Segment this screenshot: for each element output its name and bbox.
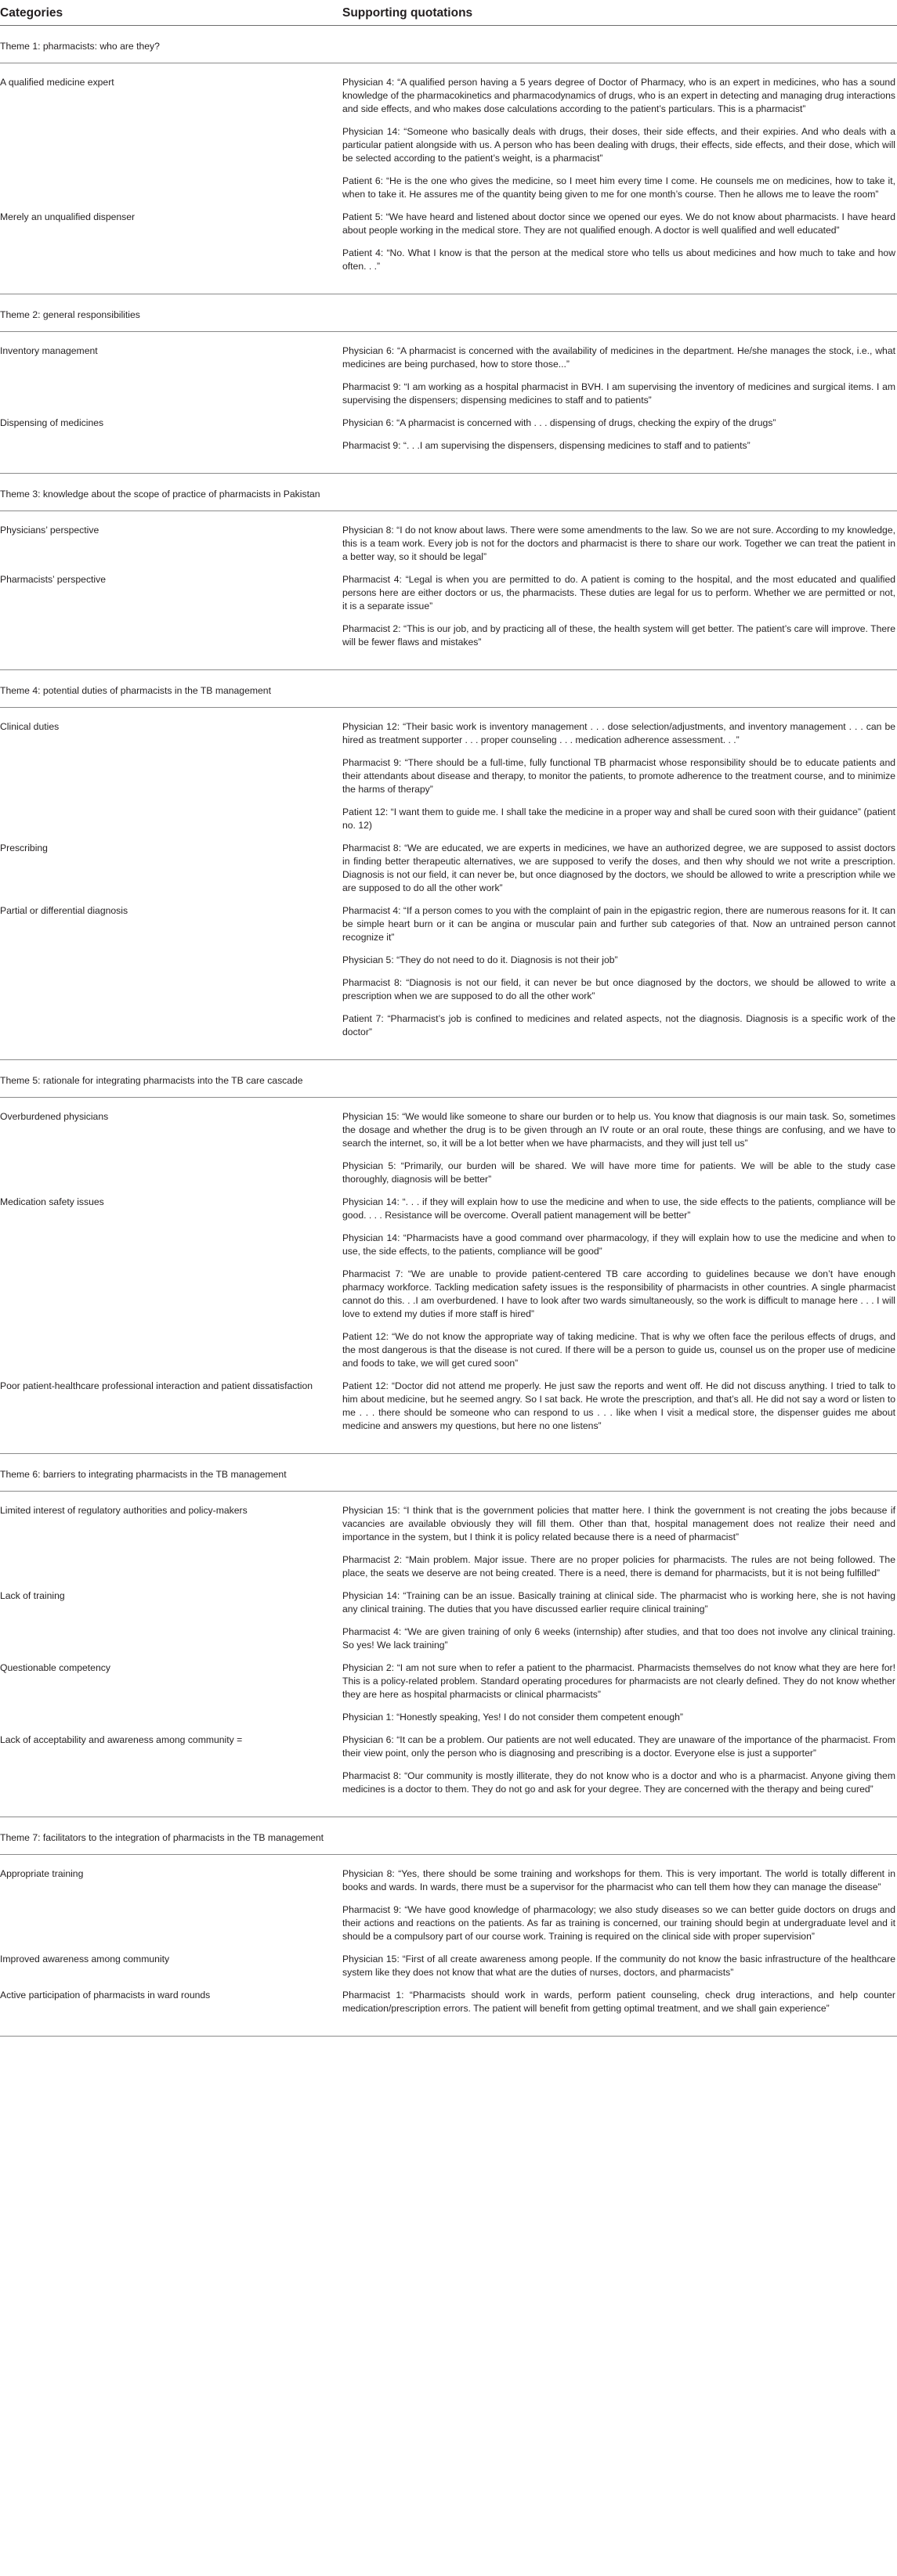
category-row	[0, 842, 897, 904]
category-row	[0, 211, 897, 283]
category-quotes	[342, 524, 895, 573]
supporting-quote: Physician 5: “Primarily, our burden will be shared. We will have more time for patients. We will be able to the study case thoroughly, diagnosis will be better”	[342, 1160, 895, 1185]
supporting-quote: Pharmacist 4: “Legal is when you are permitted to do. A patient is coming to the hospital, and the most educated and qualified persons here are either doctors or us, the pharmacists. These duties are legal for us to perform. Whether we are permitted or not, it is a separate issue”	[342, 574, 895, 612]
category-label: Limited interest of regulatory authorities and policy-makers	[0, 1505, 248, 1516]
supporting-quote: Physician 8: “Yes, there should be some training and workshops for them. This is very important. The world is totally different in books and wards. In wards, there must be a supervisor for the pharmacist who can tell them how they can manage the disease”	[342, 1868, 895, 1892]
supporting-quote: Pharmacist 9: “We have good knowledge of pharmacology; we also study diseases so we can better guide doctors on drugs and their actions and reactions on the patients. As far as training is concerned, our training should begin at undergraduate level and it should be a compulsory part of our course work. Training is required on the clinical side with proper supervision”	[342, 1904, 895, 1942]
theme-body	[0, 1855, 897, 2037]
category-label: Improved awareness among community	[0, 1954, 170, 1964]
theme-body	[0, 1098, 897, 1454]
category-label: Prescribing	[0, 842, 48, 853]
category-label: Appropriate training	[0, 1868, 84, 1879]
category-row	[0, 417, 897, 462]
theme-heading: Theme 1: pharmacists: who are they?	[0, 26, 897, 63]
category-row	[0, 1110, 897, 1196]
supporting-quote: Pharmacist 1: “Pharmacists should work in wards, perform patient counseling, check drug interactions, and help counter medication/prescription errors. The patient will benefit from getting optimal treatment, and we shall gain experience”	[342, 1990, 895, 2014]
supporting-quote: Physician 15: “I think that is the government policies that matter here. I think the government is not creating the jobs because if vacancies are available obviously they will fill them. Other than that, hospital management does not realize their need and importance in the system, but I think it is policy related because there is a need of pharmacist”	[342, 1505, 895, 1542]
category-row	[0, 345, 897, 417]
supporting-quote: Pharmacist 4: “We are given training of only 6 weeks (internship) after studies, and that too does not involve any clinical training. So yes! We lack training”	[342, 1626, 895, 1651]
category-label: Lack of acceptability and awareness among community =	[0, 1734, 243, 1745]
category-quotes	[342, 720, 895, 842]
category-label: Active participation of pharmacists in ward rounds	[0, 1990, 211, 2001]
category-quotes	[342, 1110, 895, 1196]
category-label: A qualified medicine expert	[0, 77, 114, 88]
theme-body	[0, 63, 897, 294]
category-quotes	[342, 1953, 895, 1989]
theme-heading: Theme 7: facilitators to the integration of pharmacists in the TB management	[0, 1817, 897, 1855]
header-categories: Categories	[0, 6, 63, 20]
supporting-quote: Patient 5: “We have heard and listened about doctor since we opened our eyes. We do not know about pharmacists. I have heard about people working in the medical store. They are not qualified enough. A doctor is well qualified and well educated”	[342, 211, 895, 236]
category-quotes	[342, 1661, 895, 1734]
category-row	[0, 1504, 897, 1589]
category-label: Pharmacists’ perspective	[0, 574, 107, 585]
category-label: Lack of training	[0, 1590, 65, 1601]
supporting-quote: Pharmacist 2: “Main problem. Major issue. There are no proper policies for pharmacists. The rules are not being followed. The place, the seats we deserve are not being created. There is a need, there is demand for pharmacists, but it is not being fulfilled”	[342, 1554, 895, 1578]
supporting-quote: Pharmacist 8: “Diagnosis is not our field, it can never be but once diagnosed by the doctors, we should be allowed to write a prescription when we are supposed to do all the other work”	[342, 977, 895, 1001]
category-quotes	[342, 1504, 895, 1589]
supporting-quote: Patient 4: “No. What I know is that the person at the medical store who tells us about medicines and how much to take and how often. . .”	[342, 247, 895, 272]
category-row	[0, 904, 897, 1048]
category-label: Physicians’ perspective	[0, 525, 99, 536]
category-row	[0, 1867, 897, 1953]
category-row	[0, 524, 897, 573]
category-row	[0, 573, 897, 658]
theme-body	[0, 511, 897, 670]
category-label: Dispensing of medicines	[0, 417, 104, 428]
category-row	[0, 1953, 897, 1989]
supporting-quote: Pharmacist 9: “There should be a full-time, fully functional TB pharmacist whose responsibility should be to educate patients and their attendants about disease and therapy, to monitor the patients, to promote adherence to the treatment course, and to minimize the harms of therapy”	[342, 757, 895, 795]
category-label: Partial or differential diagnosis	[0, 905, 128, 916]
supporting-quote: Physician 8: “I do not know about laws. There were some amendments to the law. So we are not sure. According to my knowledge, this is a team work. Every job is not for the doctors and pharmacist is there to share our work. Together we can treat the patient in a better way, so it should be legal”	[342, 525, 895, 562]
supporting-quote: Physician 14: “Training can be an issue. Basically training at clinical side. The pharmacist who is working here, she is not having any clinical training. The duties that you have discussed earlier require clinical training”	[342, 1590, 895, 1615]
supporting-quote: Pharmacist 4: “If a person comes to you with the complaint of pain in the epigastric region, there are numerous reasons for it. It can be simple heart burn or it can be angina or muscular pain and further sub categories of that. Now an untrained person cannot recognize it”	[342, 905, 895, 943]
category-row	[0, 76, 897, 211]
theme-heading: Theme 4: potential duties of pharmacists in the TB management	[0, 670, 897, 708]
category-row	[0, 720, 897, 842]
supporting-quote: Physician 1: “Honestly speaking, Yes! I do not consider them competent enough”	[342, 1712, 683, 1723]
theme-heading: Theme 5: rationale for integrating pharmacists into the TB care cascade	[0, 1060, 897, 1098]
category-label: Medication safety issues	[0, 1196, 104, 1207]
supporting-quote: Physician 6: “It can be a problem. Our patients are not well educated. They are unaware of the importance of the pharmacist. From their view point, only the person who is diagnosing and prescribing is a doctor. Everyone else is just a supporter”	[342, 1734, 895, 1759]
header-supporting-quotations: Supporting quotations	[342, 6, 473, 20]
supporting-quote: Physician 14: “. . . if they will explain how to use the medicine and when to use, the side effects to the patients, compliance will be good. . . . Resistance will be overcome. Overall patient management will be better”	[342, 1196, 895, 1221]
supporting-quote: Physician 12: “Their basic work is inventory management . . . dose selection/adjustments, and inventory management . . . can be hired as treatment supporter . . . proper counseling . . . medication adherence assessment. . .”	[342, 721, 895, 745]
supporting-quote: Physician 5: “They do not need to do it. Diagnosis is not their job”	[342, 954, 618, 965]
theme-heading: Theme 6: barriers to integrating pharmacists in the TB management	[0, 1454, 897, 1492]
category-quotes	[342, 1734, 895, 1806]
category-quotes	[342, 904, 895, 1048]
category-quotes	[342, 1989, 895, 2025]
supporting-quote: Physician 14: “Someone who basically deals with drugs, their doses, their side effects, and their expiries. And who deals with a particular patient alongside with us. A person who has been dealing with drugs, their effects, side effects, and their dose, which will be selected according to the patient’s weight, is a pharmacist”	[342, 126, 895, 164]
category-quotes	[342, 1196, 895, 1380]
category-quotes	[342, 573, 895, 658]
theme-body	[0, 708, 897, 1060]
theme-heading: Theme 2: general responsibilities	[0, 294, 897, 332]
supporting-quote: Pharmacist 7: “We are unable to provide patient-centered TB care according to guidelines because we don’t have enough pharmacy workforce. Tackling medication safety issues is the responsibility of pharmacists in other countries. A single pharmacist cannot do this. . .I am overburdened. I have to look after two wards simultaneously, so the work is difficult to manage here . . . I will love to extend my duties if more staff is hired”	[342, 1268, 895, 1319]
supporting-quote: Physician 14: “Pharmacists have a good command over pharmacology, if they will explain how to use the medicine and when to use, the side effects, to the patients, compliance will be good”	[342, 1232, 895, 1257]
category-quotes	[342, 211, 895, 283]
category-row	[0, 1734, 897, 1806]
supporting-quote: Patient 12: “Doctor did not attend me properly. He just saw the reports and went off. He did not discuss anything. I tried to talk to him about medicine, but he seemed angry. So I sat back. He wrote the prescription, and that’s all. He did not say a word or listen to me . . . there should be someone who can respond to us . . . like when I visit a medical store, the dispenser guides me about medicine and answers my questions, but here no one listens”	[342, 1380, 895, 1431]
theme-body	[0, 1492, 897, 1817]
supporting-quote: Patient 7: “Pharmacist’s job is confined to medicines and related aspects, not the diagnosis. Diagnosis is a specific work of the doctor”	[342, 1013, 895, 1037]
supporting-quote: Pharmacist 9: “I am working as a hospital pharmacist in BVH. I am supervising the inventory of medicines and surgical items. I am supervising the dispensers; dispensing medicines to staff and to patients”	[342, 381, 895, 406]
category-quotes	[342, 1380, 895, 1442]
category-label: Overburdened physicians	[0, 1111, 109, 1122]
supporting-quote: Pharmacist 8: “We are educated, we are experts in medicines, we have an authorized degree, we are supposed to assist doctors in finding better therapeutic alternatives, we are supposed to verify the doses, and then why should we not write a prescription. Diagnosis is not our field, it can never be, but once diagnosed by the doctors, we should be allowed to write a prescription while we are supposed to do all the other work”	[342, 842, 895, 893]
category-quotes	[342, 842, 895, 904]
category-label: Clinical duties	[0, 721, 60, 732]
supporting-quote: Physician 15: “We would like someone to share our burden or to help us. You know that diagnosis is our main task. So, sometimes the dosage and whether the drug is to be given through an IV route or an oral route, these things are confusing, and we have to search the internet, so, it will be a lot better when we have pharmacists, and they will just tell us”	[342, 1111, 895, 1149]
themes-container	[0, 26, 897, 2037]
supporting-quote: Patient 12: “We do not know the appropriate way of taking medicine. That is why we often face the perilous effects of drugs, and the most dangerous is that the disease is not cured. If there will be a person to guide us, counsel us on the proper use of medicine and foods to take, we will get cured soon”	[342, 1331, 895, 1369]
supporting-quote: Physician 4: “A qualified person having a 5 years degree of Doctor of Pharmacy, who is an expert in medicines, who has a sound knowledge of the pharmacokinetics and pharmacodynamics of drugs, who is an expert in detecting and managing drug interactions and side effects, and who makes dose calculations according to the patient’s particulars. This is a pharmacist”	[342, 77, 895, 114]
supporting-quote: Pharmacist 2: “This is our job, and by practicing all of these, the health system will get better. The patient’s care will improve. There will be fewer flaws and mistakes”	[342, 623, 895, 648]
theme-heading: Theme 3: knowledge about the scope of practice of pharmacists in Pakistan	[0, 474, 897, 511]
supporting-quote: Pharmacist 8: “Our community is mostly illiterate, they do not know who is a doctor and who is a pharmacist. Anyone giving them medicines is a doctor to them. They do not go and ask for your degree. They are concerned with the therapy and being cured”	[342, 1770, 895, 1795]
supporting-quote: Patient 6: “He is the one who gives the medicine, so I meet him every time I come. He counsels me on medicines, how to take it, when to take it. He assures me of the quantity being given to me for one month’s course. Then he allows me to leave the room”	[342, 175, 895, 200]
category-quotes	[342, 417, 895, 462]
supporting-quote: Physician 6: “A pharmacist is concerned with . . . dispensing of drugs, checking the expiry of the drugs”	[342, 417, 776, 428]
supporting-quote: Physician 2: “I am not sure when to refer a patient to the pharmacist. Pharmacists themselves do not know what they are here for! This is a policy-related problem. Standard operating procedures for pharmacists are not clearly defined. They do not know whether they are here as hospital pharmacists or clinical pharmacists”	[342, 1662, 895, 1700]
category-quotes	[342, 345, 895, 417]
category-label: Poor patient-healthcare professional interaction and patient dissatisfaction	[0, 1380, 313, 1391]
category-quotes	[342, 76, 895, 211]
supporting-quote: Physician 6: “A pharmacist is concerned with the availability of medicines in the department. He/she manages the stock, i.e., what medicines are being purchased, how to store those...”	[342, 345, 895, 370]
theme-body	[0, 332, 897, 474]
table-header	[0, 0, 897, 26]
category-label: Questionable competency	[0, 1662, 110, 1673]
category-row	[0, 1989, 897, 2025]
category-row	[0, 1661, 897, 1734]
supporting-quote: Pharmacist 9: “. . .I am supervising the dispensers, dispensing medicines to staff and to patients”	[342, 440, 751, 451]
category-label: Inventory management	[0, 345, 98, 356]
category-row	[0, 1589, 897, 1661]
category-row	[0, 1196, 897, 1380]
category-quotes	[342, 1867, 895, 1953]
category-quotes	[342, 1589, 895, 1661]
category-row	[0, 1380, 897, 1442]
category-label: Merely an unqualified dispenser	[0, 211, 136, 222]
supporting-quote: Patient 12: “I want them to guide me. I shall take the medicine in a proper way and shall be cured soon with their guidance” (patient no. 12)	[342, 806, 895, 831]
supporting-quote: Physician 15: “First of all create awareness among people. If the community do not know the basic infrastructure of the healthcare system like they does not know that what are the duties of nurses, doctors, and pharmacists”	[342, 1954, 895, 1978]
